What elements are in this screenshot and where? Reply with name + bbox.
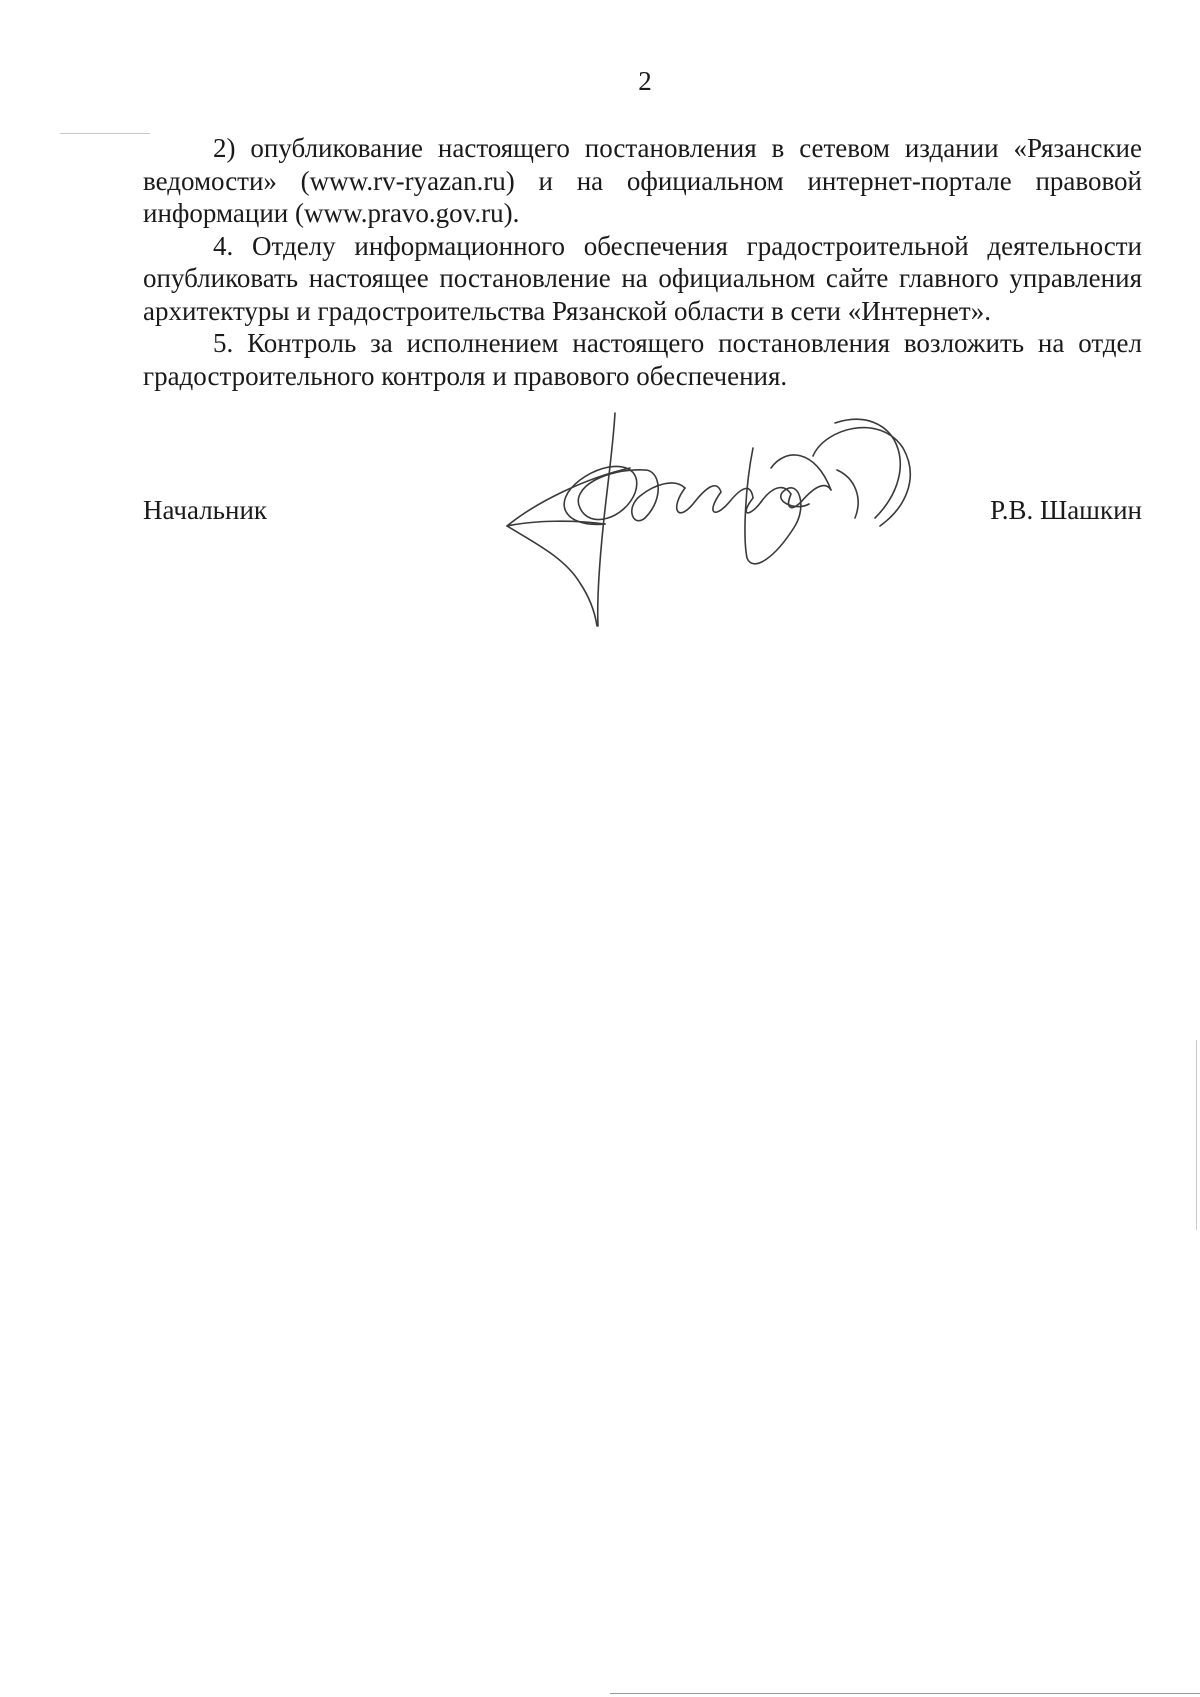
- paragraph-publication: 2) опубликование настоящего постановления в сетевом издании «Рязанские ведомости» (www.rv-ryazan.ru) и на официальном интернет-портале правовой информации (www.pravo.gov.ru).: [143, 133, 1142, 228]
- paragraph-item-5: 5. Контроль за исполнением настоящего постановления возложить на отдел градостроительного контроля и правового обеспечения.: [143, 328, 1142, 391]
- scan-artifact-right-edge: [1196, 1040, 1197, 1230]
- signatory-position: Начальник: [143, 495, 268, 525]
- handwritten-signature: [495, 408, 975, 630]
- scan-artifact-bottom-edge: [610, 1693, 1200, 1694]
- signatory-name: Р.В. Шашкин: [990, 495, 1142, 525]
- paragraph-item-4: 4. Отделу информационного обеспечения градостроительной деятельности опубликовать настоящее постановление на официальном сайте главного управления архитектуры и градостроительства Рязанской области в сети «Интернет».: [143, 230, 1142, 326]
- scan-artifact-top-left: [60, 133, 150, 134]
- page-number: 2: [638, 66, 652, 96]
- document-body: [143, 132, 1142, 392]
